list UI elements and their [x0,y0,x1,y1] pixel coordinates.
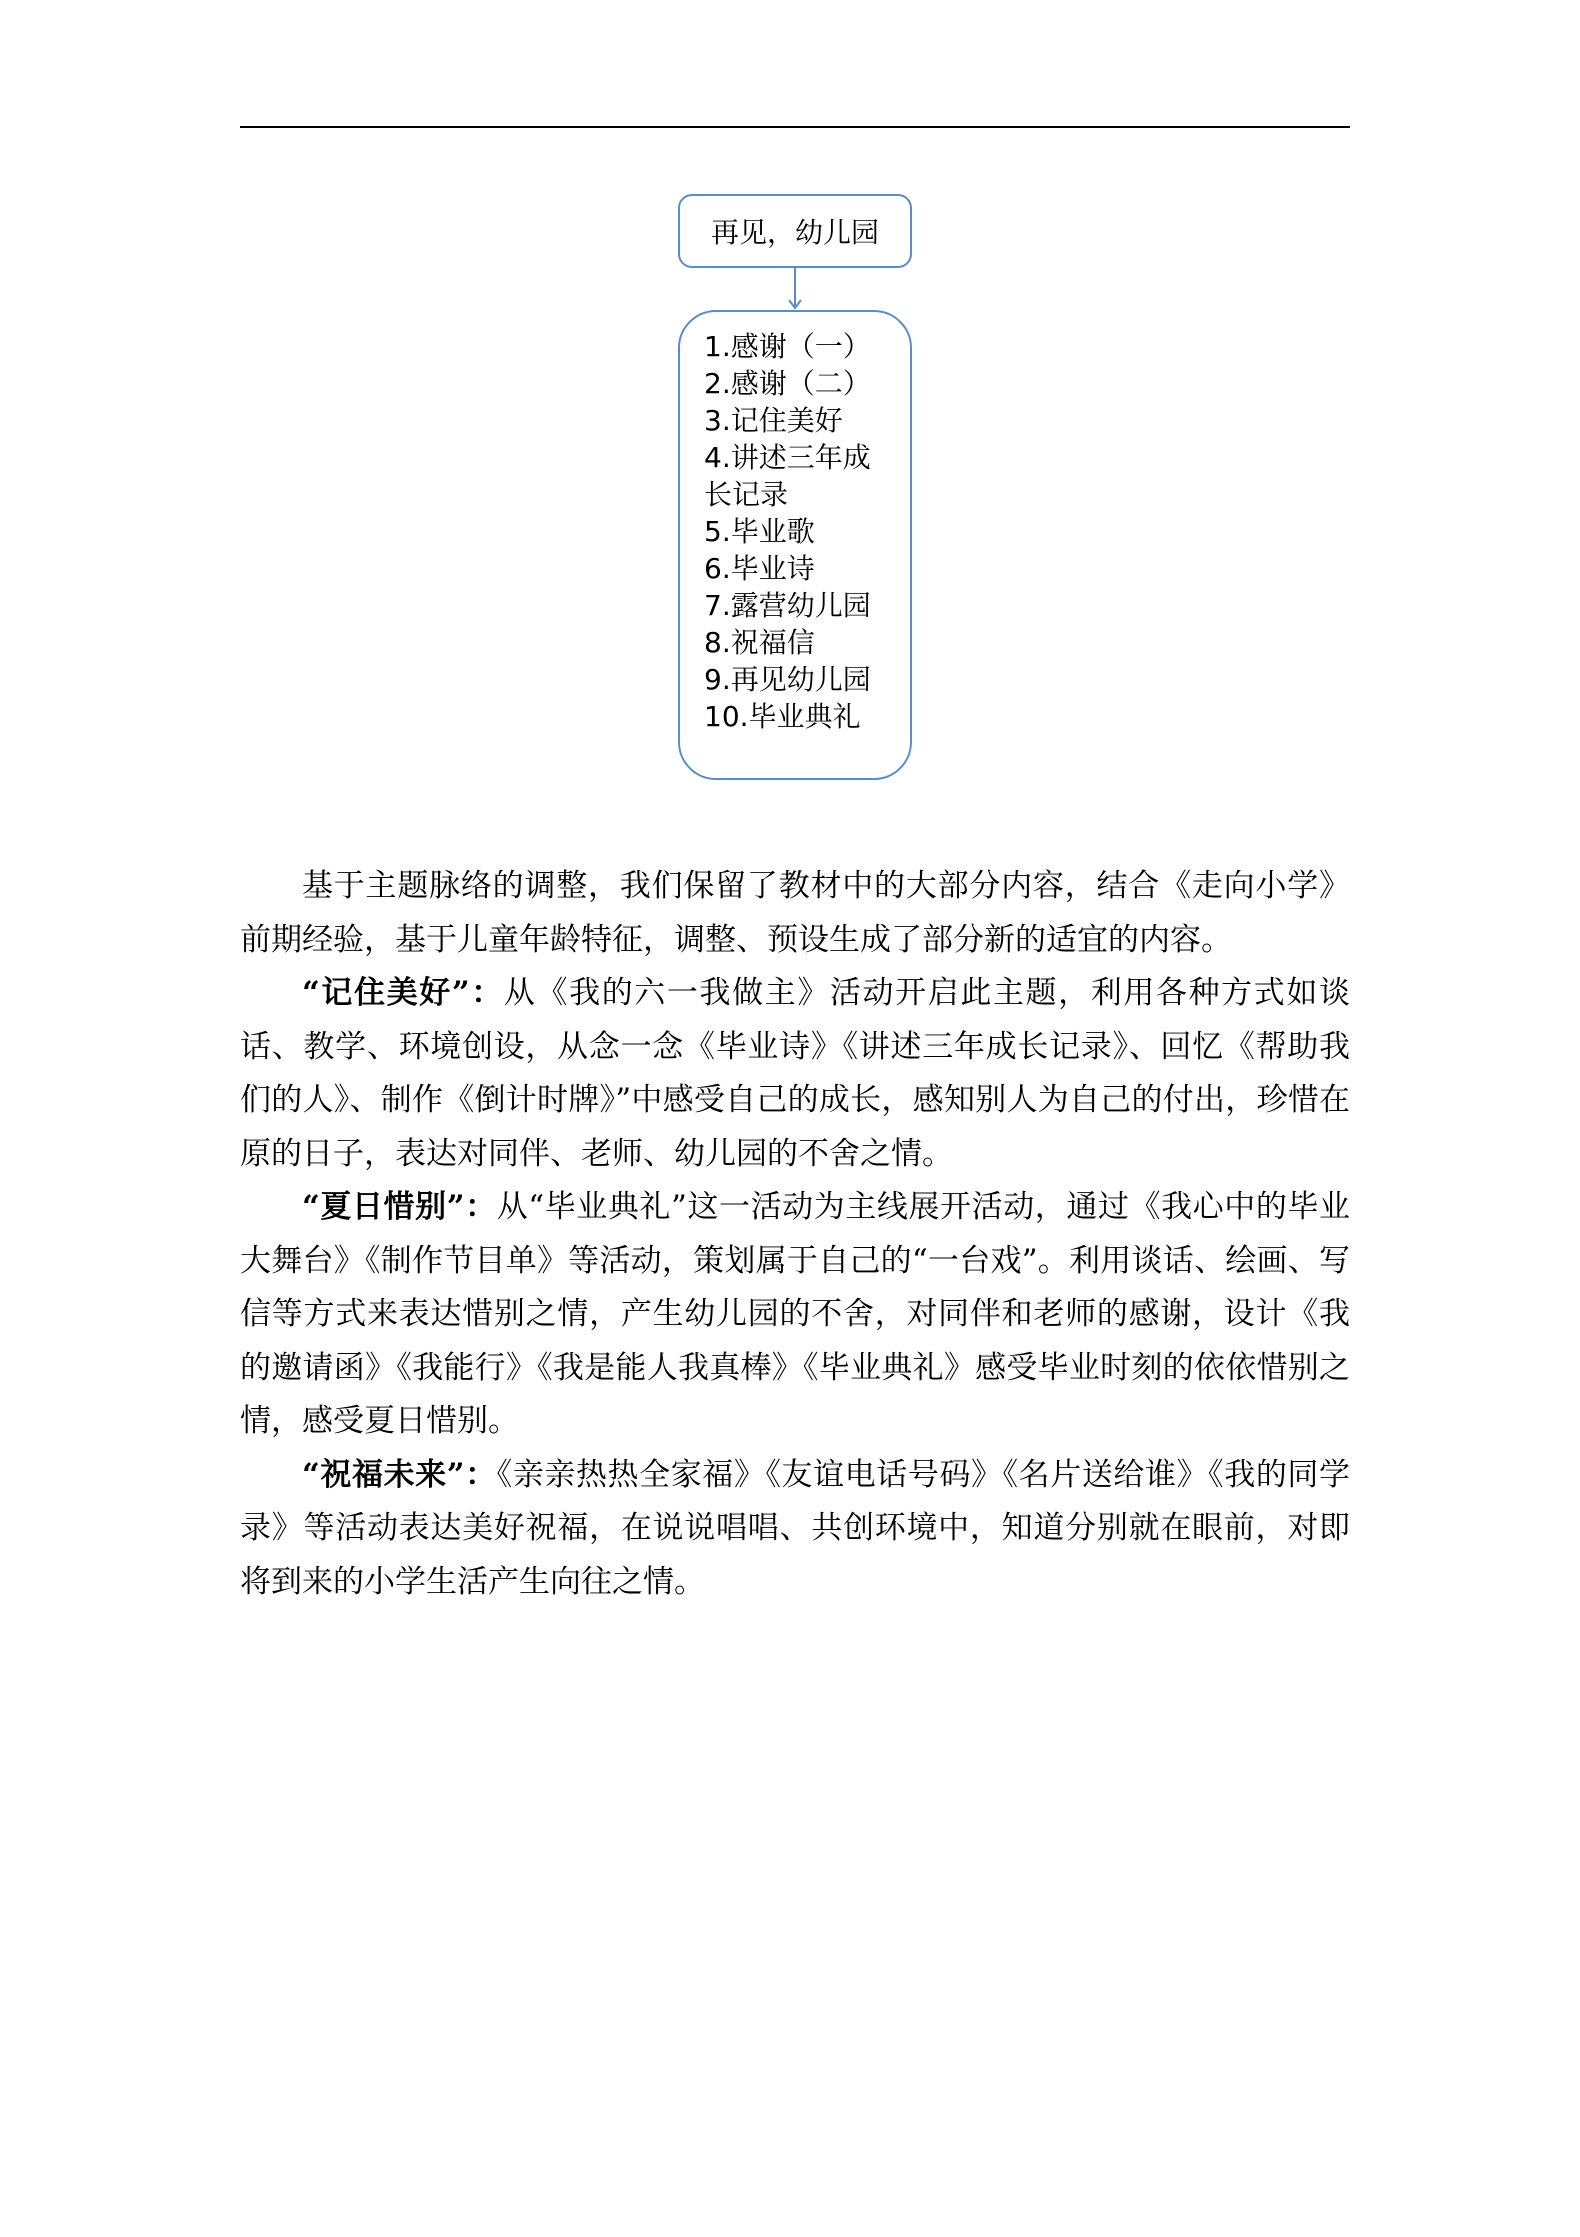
theme-diagram [0,0,1580,800]
paragraph-summer [240,1181,1350,1449]
paragraph-text: 《亲亲热热全家福》《友谊电话号码》《名片送给谁》《我的同学录》等活动表达美好祝福，在说说唱唱、共创环境中，知道分别就在眼前，对即将到来的小学生活产生向往之情。 [240,1456,1350,1600]
activity-item: 3.记住美好 [704,404,843,437]
activity-item: 6.毕业诗 [704,552,815,585]
paragraph-remember [240,967,1350,1181]
paragraph-text: 从“毕业典礼”这一活动为主线展开活动，通过《我心中的毕业大舞台》《制作节目单》等活动，策划属于自己的“一台戏”。利用谈话、绘画、写信等方式来表达惜别之情，产生幼儿园的不舍，对同伴和老师的感谢，设计《我的邀请函》《我能行》《我是能人我真棒》《毕业典礼》感受毕业时刻的依依惜别之情，感受夏日惜别。 [240,1189,1350,1439]
activity-item: 2.感谢（二） [704,367,871,400]
paragraph-text: 从《我的六一我做主》活动开启此主题，利用各种方式如谈话、教学、环境创设，从念一念《毕业诗》《讲述三年成长记录》、回忆《帮助我们的人》、制作《倒计时牌》”中感受自己的成长，感知别人为自己的付出，珍惜在原的日子，表达对同伴、老师、幼儿园的不舍之情。 [240,975,1350,1172]
activity-item: 8.祝福信 [704,626,815,659]
activity-item: 9.再见幼儿园 [704,663,871,696]
activity-item: 1.感谢（一） [704,330,871,363]
section-lead-summer: “夏日惜别”： [302,1189,497,1225]
activity-item: 4.讲述三年成长记录 [704,441,871,511]
activity-item: 10.毕业典礼 [704,700,861,733]
paragraph-intro: 基于主题脉络的调整，我们保留了教材中的大部分内容，结合《走向小学》前期经验，基于儿童年龄特征，调整、预设生成了部分新的适宜的内容。 [240,868,1350,958]
section-lead-remember: “记住美好”： [302,975,504,1011]
diagram-activity-list [678,310,912,780]
paragraph-future [240,1449,1350,1610]
activity-item: 7.露营幼儿园 [704,589,871,622]
body-text [240,860,1350,1609]
diagram-root-node: 再见，幼儿园 [678,194,912,268]
activity-item: 5.毕业歌 [704,515,815,548]
section-lead-future: “祝福未来”： [302,1456,497,1493]
